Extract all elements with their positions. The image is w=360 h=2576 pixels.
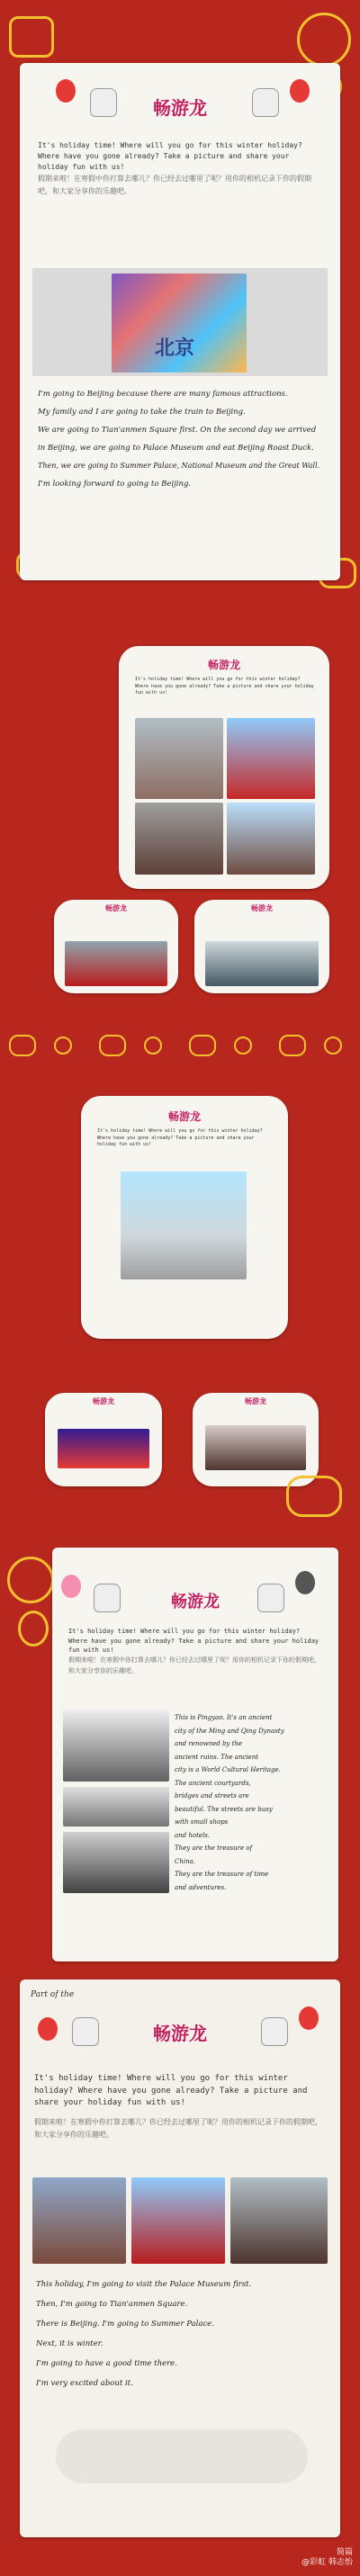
card-title: 畅游龙 <box>245 1396 266 1405</box>
essay-line: The ancient courtyards, <box>175 1779 251 1787</box>
essay-line: Next, it is winter. <box>36 2339 104 2348</box>
mascot-doodle-icon <box>279 1035 306 1056</box>
essay-line: I'm going to have a good time there. <box>36 2359 177 2368</box>
flower-doodle-icon <box>54 1037 72 1055</box>
gate-photo <box>227 718 315 799</box>
essay-line: Then, I'm going to Tian'anmen Square. <box>36 2300 188 2309</box>
essay-line: beautiful. The streets are busy <box>175 1805 273 1813</box>
essay-line: We are going to Tian'anmen Square first. On the second day we arrived <box>38 426 317 435</box>
essay-lines <box>36 2275 324 2393</box>
card-prompt: It's holiday time! Where will you go for this winter holiday? Where have you gone already? Take a picture and share your holiday fun with us! <box>97 1128 263 1147</box>
temple-photo <box>205 1425 306 1470</box>
essay-line: ancient ruins. The ancient <box>175 1753 259 1761</box>
worksheet-photo-card <box>119 646 329 889</box>
card-title: 畅游龙 <box>167 1110 201 1123</box>
essay-line: This is Pingyao. It's an ancient <box>175 1714 273 1721</box>
essay-line: city is a World Cultural Heritage. <box>175 1766 281 1773</box>
worksheet-photo-card <box>193 1393 319 1486</box>
mascot-doodle-icon <box>9 1035 36 1056</box>
mascot-doodle-icon <box>286 1476 342 1517</box>
essay-line: I'm going to Beijing because there are many famous attractions. <box>38 390 288 399</box>
palace-night-photo <box>32 2177 126 2264</box>
mascot-doodle-icon <box>189 1035 216 1056</box>
essay-line: There is Beijing. I'm going to Summer Palace. <box>36 2320 214 2329</box>
essay-line: Then, we are going to Summer Palace, National Museum and the Great Wall. <box>38 462 320 470</box>
class-label: Part of the <box>31 1990 75 1999</box>
worksheet-pingyao <box>52 1548 338 1961</box>
mascot-doodle-icon <box>99 1035 126 1056</box>
page-title: 畅游龙 <box>171 1593 220 1611</box>
essay-line: bridges and streets are <box>175 1792 249 1800</box>
cloud-decoration <box>56 2429 308 2483</box>
portrait-photo <box>135 803 223 875</box>
card-title: 畅游龙 <box>93 1396 114 1405</box>
coin-doodle-icon <box>297 13 351 67</box>
prompt-text: It's holiday time! Where will you go for this winter holiday? Where have you gone already? Take a picture and share your holiday fun with us! <box>68 1628 320 1654</box>
prompt-text: It's holiday time! Where will you go for this winter holiday? Where have you gone already? Take a picture and share your holiday fun with us! <box>38 141 302 171</box>
page-title: 畅游龙 <box>153 97 207 119</box>
card-title: 畅游龙 <box>251 903 273 912</box>
essay-lines <box>38 385 322 493</box>
meridian-gate-photo <box>131 2177 225 2264</box>
prompt-text-cn: 假期来啦！在寒假中你打算去哪儿？你已经去过哪里了呢？用你的相机记录下你的假期吧，和大家分享你的乐趣吧。 <box>34 2118 322 2139</box>
prompt-text-cn: 假期来啦！在寒假中你打算去哪儿？你已经去过哪里了呢？用你的相机记录下你的假期吧，和大家分享你的乐趣吧。 <box>38 175 311 195</box>
tower-photo <box>135 718 223 799</box>
prompt-text: It's holiday time! Where will you go for this winter holiday? Where have you gone already? Take a picture and share your holiday fun with us! <box>34 2074 308 2107</box>
essay-line: in Beijing, we are going to Palace Museum and eat Beijing Roast Duck. <box>38 444 314 453</box>
essay-line: with small shops <box>175 1818 229 1826</box>
worksheet-photo-card <box>54 900 178 993</box>
essay-line: They are the treasure of time <box>175 1871 269 1878</box>
essay-line: I'm very excited about it. <box>36 2379 133 2388</box>
prompt-text-cn: 假期来啦！在寒假中你打算去哪儿？你已经去过哪里了呢？用你的相机记录下你的假期吧，和大家分享你的乐趣吧。 <box>68 1656 320 1674</box>
flower-doodle-icon <box>234 1037 252 1055</box>
card-title: 畅游龙 <box>207 659 240 671</box>
essay-lines <box>175 1711 333 1894</box>
palace-snow-photo <box>230 2177 328 2264</box>
essay-line: and renowned by the <box>175 1740 243 1747</box>
watermark <box>302 2548 353 2568</box>
worksheet-photo-card <box>45 1393 162 1486</box>
doodle-row <box>9 1035 351 1060</box>
essay-line: city of the Ming and Qing Dynasty <box>175 1727 284 1735</box>
page-title: 畅游龙 <box>153 2023 207 2044</box>
photo-caption: 北京 <box>155 337 195 360</box>
essay-line: They are the treasure of <box>175 1844 253 1852</box>
street-photo <box>205 941 319 986</box>
lantern-doodle-icon <box>18 1611 49 1647</box>
palace-photo <box>65 941 167 986</box>
flower-doodle-icon <box>144 1037 162 1055</box>
essay-line: I'm looking forward to going to Beijing. <box>38 480 192 489</box>
watermark-line: @彩虹 韩志怡 <box>302 2557 353 2567</box>
pingyao-courtyard-photo <box>63 1787 169 1827</box>
essay-line: This holiday, I'm going to visit the Palace Museum first. <box>36 2280 252 2289</box>
lantern-doodle-icon <box>9 16 54 58</box>
watermark-line: 简篇 <box>336 2548 353 2557</box>
card-title: 畅游龙 <box>105 903 127 912</box>
hall-photo <box>227 803 315 875</box>
square-photo <box>121 1171 247 1279</box>
essay-line: China. <box>175 1857 196 1865</box>
worksheet-beijing-plan <box>20 63 340 580</box>
essay-line: and adventures. <box>175 1883 227 1891</box>
flower-doodle-icon <box>324 1037 342 1055</box>
pingyao-wall-photo <box>63 1710 169 1782</box>
coin-doodle-icon <box>7 1557 54 1603</box>
worksheet-palace <box>20 1979 340 2537</box>
card-prompt: It's holiday time! Where will you go for this winter holiday? Where have you gone already? Take a picture and share your holiday fun with us! <box>135 677 314 696</box>
night-photo <box>58 1429 149 1468</box>
essay-line: and hotels. <box>175 1831 211 1839</box>
worksheet-photo-card <box>81 1096 288 1339</box>
pingyao-town-photo <box>63 1832 169 1893</box>
essay-line: My family and I are going to take the train to Beijing. <box>38 408 246 417</box>
worksheet-photo-card <box>194 900 329 993</box>
